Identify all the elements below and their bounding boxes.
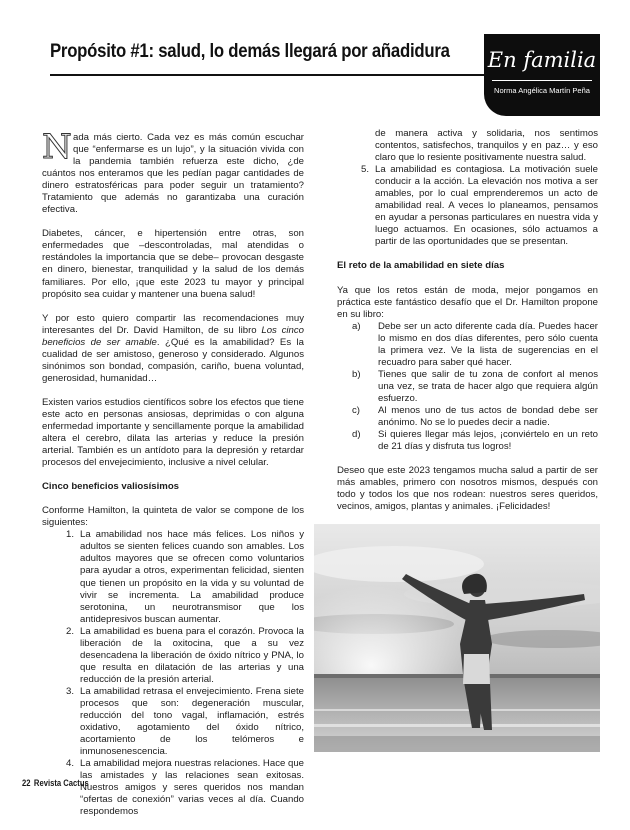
closing-paragraph: Deseo que este 2023 tengamos mucha salud a partir de ser más amables, primero con nosotros mismos, después con todo y todos los que nos rodean: nuestros seres queridos, vecinos, amigos, plantas y animales. ¡Felicidades! (337, 465, 598, 513)
list-item (42, 529, 304, 625)
list-item-text: Si quieres llegar más lejos, ¡conviértelo en un reto de 21 días y disfruta tus logros! (378, 429, 598, 453)
list-item-number: 2. (65, 625, 74, 637)
list-item (42, 686, 304, 758)
photo-illustration (314, 524, 600, 752)
list-item-number: b) (352, 368, 361, 380)
list-item-text: Al menos uno de tus actos de bondad debe ser anónimo. No se lo puedes decir a nadie. (378, 404, 598, 429)
drop-cap: N (42, 127, 72, 167)
list-item (337, 405, 598, 429)
section-divider (492, 80, 592, 81)
challenge-list (337, 321, 598, 454)
woman-beach-photo (314, 524, 600, 752)
intro-text: ada más cierto. Cada vez es más común escuchar que “enfermarse es un lujo”, y la situación vivida con la pandemia también refuerza este dicho, ¿de cuántos nos enteramos que les pedían pagar cantidades de dinero estratosféricas para poder seguir un tratamiento? Tratamiento que además no garantizaba una curación efectiva. (42, 132, 304, 216)
list-item-text: La amabilidad mejora nuestras relaciones. Hace que las amistades y las relaciones sean exitosas. Nuestros amigos y seres queridos nos mandan “ofertas de conexión” varias veces al día. Cuando respondemos (80, 758, 304, 818)
article-title: Propósito #1: salud, lo demás llegará por añadidura (50, 40, 450, 62)
left-column (42, 127, 304, 830)
page-number: 22 (22, 778, 31, 788)
paragraph-recommendations (42, 313, 304, 385)
benefits-list (42, 529, 304, 818)
section-tab (484, 34, 600, 116)
list-item (337, 164, 598, 248)
benefits-intro: Conforme Hamilton, la quinteta de valor se compone de los siguientes: (42, 505, 304, 529)
list-item-text: Tienes que salir de tu zona de confort al menos una vez, se trata de hacer algo que requiera algún esfuerzo. (378, 368, 598, 404)
section-name: En familia (487, 48, 597, 72)
magazine-name: Revista Cactus (33, 778, 89, 788)
list-item-number: 3. (65, 685, 74, 697)
list-item-text: La amabilidad nos hace más felices. Los niños y adultos se sienten felices cuando son amables. Los adultos mayores que se ofrecen como voluntarios para ayudar a otros, experimentan felicidad, sienten que tienen un propósito en la vida y su voluntad de vivir se incrementa. La amabilidad produce serotonina, un neurotransmisor que los antidepresivos buscan aumentar. (80, 529, 304, 625)
paragraph-studies: Existen varios estudios científicos sobre los efectos que tiene este acto en personas ansiosas, deprimidas o con alguna enfermedad importante y sencillamente porque la amabilidad altera el cerebro, dilata las arterias y reduce la presión arterial. También es un antídoto para la depresión y retardar procesos del envejecimiento, inclusive a nivel celular. (42, 396, 304, 469)
list-item-text: La amabilidad es buena para el corazón. Provoca la liberación de la oxitocina, que a su vez desencadena la liberación de óxido nítrico y PNA, lo que resulta en dilatación de las arterias y una reducción de la presión arterial. (80, 625, 304, 685)
intro-paragraph (42, 127, 304, 216)
list-item (337, 321, 598, 369)
benefits-list-continued (337, 128, 598, 248)
list-item-number: 4. (65, 758, 74, 770)
list-item (42, 758, 304, 818)
benefits-heading: Cinco beneficios valiosísimos (42, 481, 180, 493)
list-item-number: d) (352, 429, 361, 441)
paragraph-diseases: Diabetes, cáncer, e hipertensión entre otras, son enfermedades que –descontroladas, mal atendidas o restándoles la importancia que se debe– provocan desgaste en dinero, bienestar, tranquilidad y la salud de los demás familiares. Por ello, ¡que este 2023 tu mayor y principal propósito sea cuidar y mantener una buena salud! (42, 228, 304, 300)
challenge-heading: El reto de la amabilidad en siete días (337, 260, 505, 272)
list-item-number: a) (352, 320, 361, 332)
list-item (337, 369, 598, 405)
right-column (337, 128, 598, 525)
list-item-number: 1. (65, 529, 74, 541)
list-item-text: La amabilidad retrasa el envejecimiento. Frena siete procesos que son: degeneración muscular, reducción del tono vagal, inflamación, estrés oxidativo, agotamiento del óxido nítrico, acortamiento de los telómeros e inmunosenescencia. (80, 685, 304, 758)
list-item-text: de manera activa y solidaria, nos sentimos contentos, satisfechos, tranquilos y en paz… y eso claro que lo resiente positivamente nuestra salud. (375, 128, 598, 164)
list-item-text: Debe ser un acto diferente cada día. Puedes hacer lo mismo en dos días diferentes, pero sólo cuenta la primera vez. Ve la lista de sugerencias en el recuadro para saber qué hacer. (378, 320, 598, 368)
title-underline (50, 74, 486, 76)
list-item-number: c) (352, 404, 360, 416)
book-title: Los cinco beneficios de ser amable (42, 324, 304, 348)
challenge-intro: Ya que los retos están de moda, mejor pongamos en práctica este fantástico desafío que el Dr. Hamilton propone en su libro: (337, 284, 598, 320)
author-name: Norma Angélica Martín Peña (494, 86, 590, 95)
list-item (42, 626, 304, 686)
p3-before: Y por esto quiero compartir las recomendaciones muy interesantes del Dr. David Hamilton, de su libro (42, 312, 304, 336)
list-item-number: 5. (360, 164, 369, 176)
list-item (337, 128, 598, 164)
list-item (337, 429, 598, 453)
page-footer (22, 778, 89, 788)
p3-after: . ¿Qué es la amabilidad? Es la cualidad de ser amistoso, generoso y considerado. Algunos sinónimos son bondad, compasión, cariño, buena voluntad, generosidad, humanidad… (42, 336, 304, 384)
list-item-text: La amabilidad es contagiosa. La motivación suele conducir a la acción. La elevación nos motiva a ser amables, por lo cual emprenderemos un acto de amabilidad real. A veces lo planeamos, pensamos en ayudar a personas particulares en nuestra vida y luego actuamos. En ocasiones, sólo actuamos a partir de las oportunidades que se presentan. (375, 164, 598, 248)
